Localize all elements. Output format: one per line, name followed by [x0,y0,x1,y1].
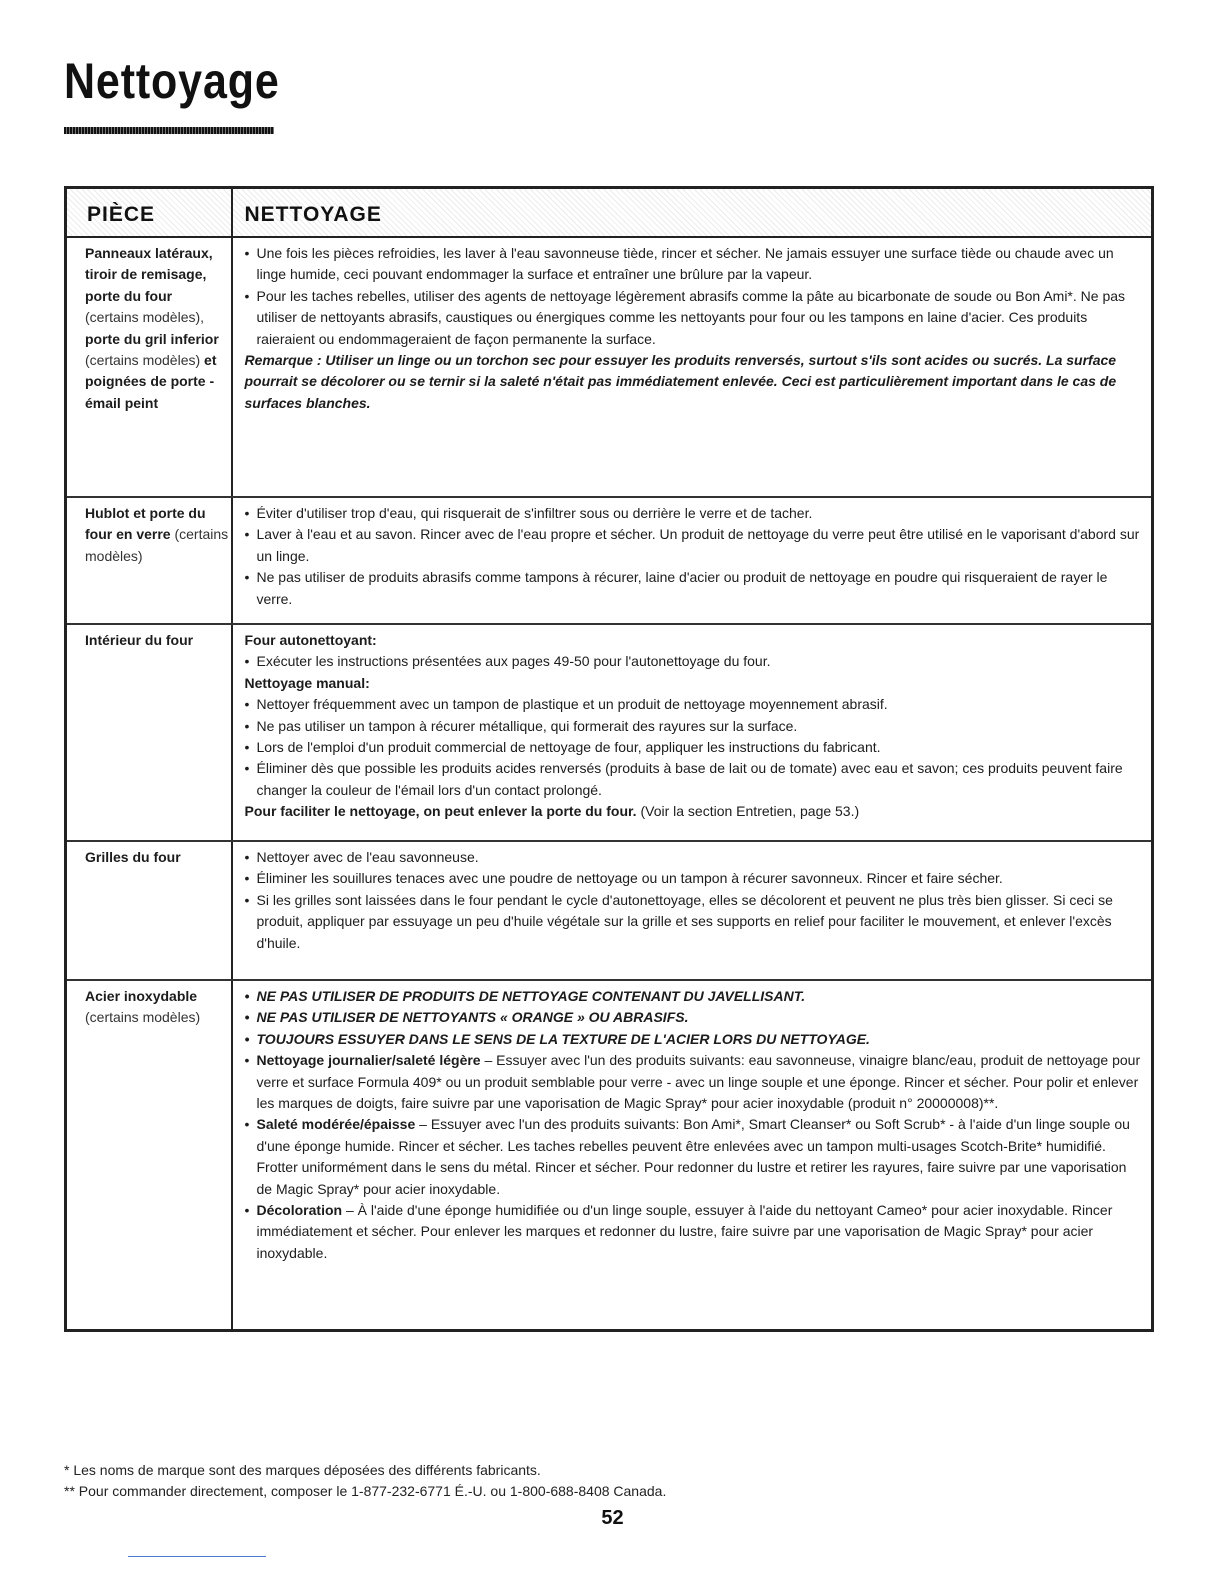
list-item: • Laver à l'eau et au savon. Rincer avec de l'eau propre et sécher. Un produit de nettoyage du verre peut être utilisé en le vaporisant d'abord sur un linge. [245,524,1144,567]
instruction-list [245,986,1144,1264]
list-item: • Éliminer les souillures tenaces avec une poudre de nettoyage ou un tampon à récurer savonneux. Rincer et faire sécher. [245,868,1144,889]
subheading: Nettoyage manual: [244,674,370,691]
list-item [245,1114,1144,1200]
footnote: * Les noms de marque sont des marques déposées des différents fabricants. [64,1462,541,1478]
piece-cell [66,841,232,980]
remarque-note: Remarque : Utiliser un linge ou un torchon sec pour essuyer les produits renversés, surtout s'ils sont acides ou sucrés. La surface pourrait se décolorer ou se ternir si la saleté n'était pas immédiatement enlevée. Ceci est particulièrement important dans le cas de surfaces blanches. [244,352,1117,411]
cleaning-cell [232,237,1153,497]
page-number: 52 [601,1507,624,1529]
instruction-list [245,243,1144,350]
piece-note: (certains modèles) [85,352,201,369]
item-text: – À l'aide d'une éponge humidifiée ou d'un linge souple, essuyer à l'aide du nettoyant Cameo* pour acier inoxydable. Rincer immédiatement et sécher. Pour enlever les marques et redonner du lustre, faire suivre par une vaporisation de Magic Spray* pour acier inoxydable. [256,1202,1113,1261]
list-item: • Lors de l'emploi d'un produit commercial de nettoyage de four, appliquer les instructions du fabricant. [245,737,1144,758]
instruction-list [245,694,1144,801]
cleaning-cell [232,980,1153,1330]
piece-note: (certains modèles), [85,309,205,326]
table-row [66,980,1153,1330]
table-row [66,497,1153,624]
piece-cell [66,237,232,497]
page-title: Nettoyage [64,53,280,109]
list-item [245,1050,1144,1114]
piece-note: (certains modèles) [85,1009,201,1026]
list-item: • Nettoyer avec de l'eau savonneuse. [245,847,1144,868]
item-lead: Saleté modérée/épaisse [256,1116,416,1133]
item-text: – Essuyer avec l'un des produits suivants: Bon Ami*, Smart Cleanser* ou Soft Scrub* - à l'aide d'un linge souple ou d'une éponge humide. Rincer et sécher. Les taches rebelles peuvent être enlevées avec un tampon multi-usages Scotch-Brite* humidifié. Frotter uniformément dans le sens du métal. Rincer et sécher. Pour redonner du lustre et retirer les rayures, faire suivre par une vaporisation de Magic Spray* pour acier inoxydable. [256,1116,1130,1197]
item-text: – Essuyer avec l'un des produits suivants: eau savonneuse, vinaigre blanc/eau, produit de nettoyage pour verre et surface Formula 409* ou un produit semblable pour verre - avec un linge souple et une éponge. Rincer et sécher. Pour polir et enlever les marques de doigts, faire suivre par une vaporisation de Magic Spray* pour acier inoxydable (produit n° 20000008)**. [256,1052,1141,1112]
footnote: ** Pour commander directement, composer le 1-877-232-6771 É.-U. ou 1-800-688-8408 Canada. [64,1483,667,1499]
piece-name: Acier inoxydable [85,988,198,1004]
piece-cell [66,980,232,1330]
list-item: • Exécuter les instructions présentées aux pages 49-50 pour l'autonettoyage du four. [245,651,1144,672]
list-item: • Ne pas utiliser de produits abrasifs comme tampons à récurer, laine d'acier ou produit de nettoyage en poudre qui risqueraient de rayer le verre. [245,567,1144,610]
instruction-list [245,651,1144,672]
piece-name: porte du gril inferior [85,330,219,347]
title-underline [64,127,274,134]
table-row [66,237,1153,497]
table-row [66,624,1153,841]
item-lead: Décoloration [256,1202,343,1219]
piece-cell [66,497,232,624]
item-lead: Nettoyage journalier/saleté légère [256,1052,481,1069]
table-row [66,841,1153,980]
warning-item: • TOUJOURS ESSUYER DANS LE SENS DE LA TEXTURE DE L'ACIER LORS DU NETTOYAGE. [245,1029,1144,1050]
piece-note: (certains modèles) [85,526,229,564]
piece-cell [66,624,232,841]
piece-name: Grilles du four [85,849,181,865]
table-header-row [66,188,1153,238]
door-removal-ref: (Voir la section Entretien, page 53.) [636,803,860,820]
piece-name: Panneaux latéraux, tiroir de remisage, porte du four [85,245,213,304]
header-nettoyage: NETTOYAGE [232,188,1153,238]
header-piece: PIÈCE [66,188,232,238]
bottom-link-line [128,1556,266,1557]
door-removal-note [245,801,1144,822]
cleaning-table [64,186,1154,1332]
list-item: • Pour les taches rebelles, utiliser des agents de nettoyage légèrement abrasifs comme la pâte au bicarbonate de soude ou Bon Ami*. Ne pas utiliser de nettoyants abrasifs, caustiques ou énergiques comme les nettoyants pour four ou les tampons en laine d'acier. Ces produits raieraient ou endommageraient de façon permanente la surface. [245,286,1144,350]
warning-item: • NE PAS UTILISER DE PRODUITS DE NETTOYAGE CONTENANT DU JAVELLISANT. [245,986,1144,1007]
cleaning-cell [232,497,1153,624]
list-item: • Une fois les pièces refroidies, les laver à l'eau savonneuse tiède, rincer et sécher. Ne jamais essuyer une surface tiède ou chaude avec un linge humide, ceci pouvant endommager la surface et entraîner une brûlure par la vapeur. [245,243,1144,286]
warning-item: • NE PAS UTILISER DE NETTOYANTS « ORANGE » OU ABRASIFS. [245,1007,1144,1028]
footnotes [64,1460,666,1502]
instruction-list [245,503,1144,610]
list-item: • Éviter d'utiliser trop d'eau, qui risquerait de s'infiltrer sous ou derrière le verre et de tacher. [245,503,1144,524]
list-item: • Éliminer dès que possible les produits acides renversés (produits à base de lait ou de tomate) avec eau et savon; ces produits peuvent faire changer la couleur de l'émail lors d'un contact prolongé. [245,758,1144,801]
instruction-list [245,847,1144,954]
piece-name: Intérieur du four [85,632,194,648]
list-item: • Si les grilles sont laissées dans le four pendant le cycle d'autonettoyage, elles se décolorent et peuvent ne plus très bien glisser. Si ceci se produit, appliquer par essuyage un peu d'huile végétale sur la grille et ses supports en relief pour faciliter le mouvement, et enlever l'excès d'huile. [245,890,1144,954]
list-item [245,1200,1144,1264]
cleaning-cell [232,841,1153,980]
subheading: Four autonettoyant: [244,632,377,648]
list-item: • Ne pas utiliser un tampon à récurer métallique, qui formerait des rayures sur la surface. [245,716,1144,737]
cleaning-cell [232,624,1153,841]
piece-name: Hublot et porte du four en verre [85,505,206,543]
piece-name: et poignées de porte - émail peint [85,352,217,411]
door-removal-bold: Pour faciliter le nettoyage, on peut enlever la porte du four. [244,803,637,820]
list-item: • Nettoyer fréquemment avec un tampon de plastique et un produit de nettoyage moyennement abrasif. [245,694,1144,715]
